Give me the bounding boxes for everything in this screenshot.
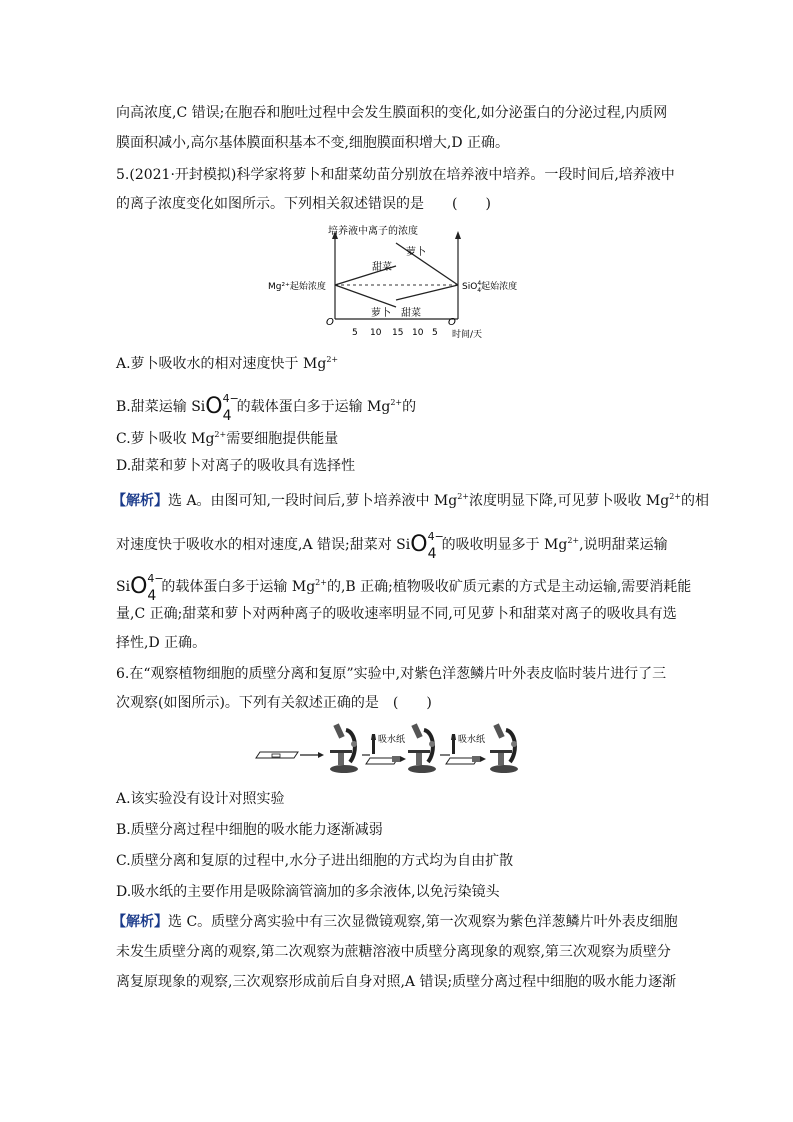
- sugar-beet-label: 甜菜: [372, 262, 392, 273]
- x-tick-label: 15: [392, 328, 404, 338]
- explanation-line: 未发生质壁分离的观察,第二次观察为蔗糖溶液中质壁分离现象的观察,第三次观察为质壁分: [116, 944, 671, 960]
- x-tick-label: 5: [352, 328, 358, 338]
- text-line: 向高浓度,C 错误;在胞吞和胞吐过程中会发生膜面积的变化,如分泌蛋白的分泌过程,内质网: [116, 105, 668, 121]
- option-c: C.萝卜吸收 $Mg^{2+}$需要细胞提供能量: [116, 430, 339, 447]
- ion-concentration-chart: [262, 222, 532, 342]
- explanation-line: 离复原现象的观察,三次观察形成前后自身对照,A 错误;质壁分离过程中细胞的吸水能力逐渐: [116, 974, 677, 990]
- explanation-line: 【解析】选 C。质壁分离实验中有三次显微镜观察,第一次观察为紫色洋葱鳞片叶外表皮细胞: [112, 914, 678, 930]
- explanation-line: 量,C 正确;甜菜和萝卜对两种离子的吸收速率明显不同,可见萝卜和甜菜对离子的吸收具有选: [116, 606, 677, 622]
- microscope-icon: [490, 723, 518, 773]
- option-b: B.质壁分离过程中细胞的吸水能力逐渐减弱: [116, 822, 383, 838]
- explanation-line: 对速度快于吸收水的相对速度,A 错误;甜菜对 SiO 4− 4 的吸收明显多于 $Mg^{2+}$,说明甜菜运输: [116, 530, 668, 562]
- explanation-line: SiO 4− 4 的载体蛋白多于运输 $Mg^{2+}$的,B 正确;植物吸收矿质元素的方式是主动运输,需要消耗能: [116, 572, 692, 604]
- sugar-beet-label: 甜菜: [401, 308, 421, 319]
- question-5-stem: 5.(2021·开封模拟)科学家将萝卜和甜菜幼苗分别放在培养液中培养。一段时间后,培养液中: [116, 167, 675, 183]
- microscope-icon: [330, 723, 358, 773]
- radish-label: 萝卜: [406, 247, 426, 258]
- origin-label: O: [448, 317, 456, 328]
- option-a: A.萝卜吸收水的相对速度快于 $Mg^{2+}$: [116, 355, 339, 372]
- option-d: D.甜菜和萝卜对离子的吸收具有选择性: [116, 458, 356, 474]
- x-axis-title: 时间/天: [452, 330, 483, 340]
- y-axis-title: 培养液中离子的浓度: [328, 226, 418, 237]
- question-6-stem: 次观察(如图所示)。下列有关叙述正确的是 ( ): [116, 695, 432, 711]
- text-line: 膜面积减小,高尔基体膜面积基本不变,细胞膜面积增大,D 正确。: [116, 135, 510, 151]
- option-d: D.吸水纸的主要作用是吸除滴管滴加的多余液体,以免污染镜头: [116, 884, 500, 900]
- question-5-stem: 的离子浓度变化如图所示。下列相关叙述错误的是 ( ): [116, 196, 491, 212]
- option-a: A.该实验没有设计对照实验: [116, 791, 285, 807]
- sugar-beet-sio4-line: [396, 285, 458, 300]
- microscope-procedure-figure: [254, 722, 544, 778]
- radish-mg-line: [335, 285, 396, 307]
- right-axis-label: SiO$^{4-}$4起始浓度: [462, 280, 518, 294]
- microscope-icon: [408, 723, 436, 773]
- explanation-tag: 【解析】: [112, 493, 168, 509]
- right-axis-arrow: [455, 231, 461, 239]
- x-tick-label: 10: [412, 328, 424, 338]
- option-c: C.质壁分离和复原的过程中,水分子进出细胞的方式均为自由扩散: [116, 853, 514, 869]
- left-axis-label: Mg²⁺起始浓度: [268, 282, 326, 292]
- radish-label: 萝卜: [371, 308, 391, 319]
- option-b: B.甜菜运输 SiO 4− 4 的载体蛋白多于运输 $Mg^{2+}$的: [116, 392, 417, 424]
- x-tick-label: 10: [370, 328, 382, 338]
- question-6-stem: 6.在“观察植物细胞的质壁分离和复原”实验中,对紫色洋葱鳞片叶外表皮临时装片进行了三: [116, 666, 667, 682]
- explanation-line: 择性,D 正确。: [116, 635, 207, 651]
- blotting-paper-label: 吸水纸: [378, 735, 406, 745]
- explanation-tag: 【解析】: [112, 914, 168, 930]
- explanation-line: 【解析】选 A。由图可知,一段时间后,萝卜培养液中 $Mg^{2+}$浓度明显下降,可见萝卜吸收 $Mg^{2+}$的相: [112, 492, 710, 509]
- x-tick-label: 5: [432, 328, 438, 338]
- blotting-paper-label: 吸水纸: [458, 735, 486, 745]
- origin-label: O: [326, 317, 334, 328]
